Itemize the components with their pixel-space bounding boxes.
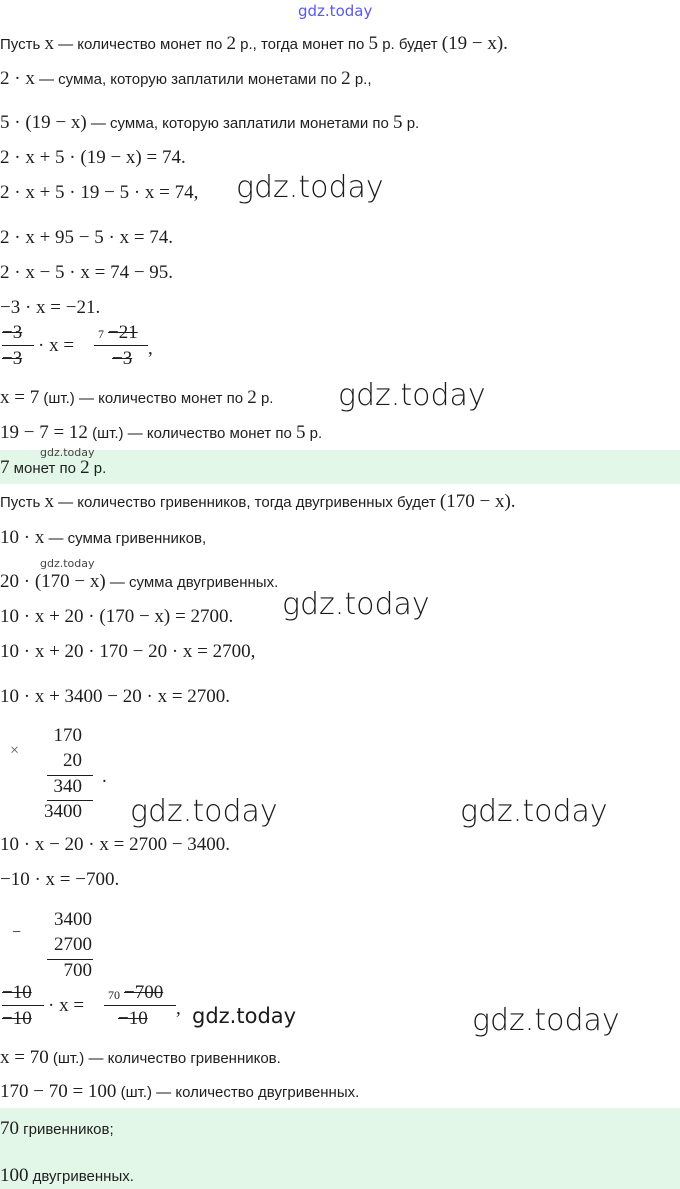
watermark: gdz.today	[236, 170, 384, 205]
subtrahend: 2700	[54, 934, 92, 955]
fraction-left-numerator: −3	[2, 322, 23, 343]
difference: 700	[63, 960, 92, 981]
multiply-sign: ×	[10, 742, 20, 759]
p2-line-7: 10 · x − 20 · x = 2700 − 3400.	[0, 834, 231, 855]
p1-line-4: 2 · x + 5 · (19 − x) = 74.	[0, 147, 186, 168]
p2-line-4: 10 · x + 20 · (170 − x) = 2700.	[0, 606, 234, 627]
minuend: 3400	[54, 909, 92, 930]
minus-sign: −	[12, 924, 22, 941]
fraction-bar	[104, 1005, 176, 1006]
watermark: gdz.today	[282, 587, 430, 622]
p2-line-8: −10 · x = −700.	[0, 869, 120, 890]
p2-line-5: 10 · x + 20 · 170 − 20 · x = 2700,	[0, 641, 256, 662]
p1-line-11: 19 − 7 = 12 (шт.) — количество монет по 5 р.	[0, 422, 323, 443]
watermark: gdz.today	[338, 378, 486, 413]
fraction-comma: ,	[176, 998, 181, 1019]
multiplicand: 170	[53, 725, 82, 746]
p1-line-8: −3 · x = −21.	[0, 297, 101, 318]
p1-line-7: 2 · x − 5 · x = 74 − 95.	[0, 262, 174, 283]
p2-line-3: 20 · (170 − x) — сумма двугривенных.	[0, 571, 279, 592]
fraction-bar	[2, 1005, 44, 1006]
partial-product: 340	[53, 776, 82, 797]
watermark: gdz.today	[460, 794, 608, 829]
p1-line-5: 2 · x + 5 · 19 − 5 · x = 74,	[0, 182, 199, 203]
fraction-bar	[2, 345, 34, 346]
p1-line-6: 2 · x + 95 − 5 · x = 74.	[0, 227, 174, 248]
fraction-cancel-result: 7	[98, 327, 104, 341]
fraction-left-numerator: −10	[2, 982, 32, 1003]
calc-bar	[47, 959, 93, 960]
fraction-bar	[94, 345, 148, 346]
fraction-right-numerator: −700	[124, 982, 164, 1003]
p1-answer: 7 монет по 2 р.	[0, 457, 107, 478]
calc-bar	[47, 775, 93, 776]
watermark: gdz.today	[472, 1003, 620, 1038]
fraction-right-numerator: −21	[108, 322, 138, 343]
p1-line-3: 5 · (19 − x) — сумма, которую заплатили монетами по 5 р.	[0, 112, 420, 133]
p2-line-2: 10 · x — сумма гривенников,	[0, 527, 207, 548]
calc-dot: .	[102, 766, 107, 787]
fraction-cancel-result: 70	[108, 988, 120, 1002]
watermark: gdz.today	[40, 557, 95, 570]
product: 3400	[44, 801, 82, 822]
p1-line-10: x = 7 (шт.) — количество монет по 2 р.	[0, 387, 274, 408]
watermark: gdz.today	[192, 1004, 297, 1028]
fraction-right-denominator: −3	[112, 348, 133, 369]
fraction-left-denominator: −10	[2, 1008, 32, 1029]
multiplier: 20	[63, 750, 82, 771]
watermark-top: gdz.today	[298, 2, 373, 20]
p2-line-10: x = 70 (шт.) — количество гривенников.	[0, 1047, 281, 1068]
p1-line-1: Пусть x — количество монет по 2 р., тогда монет по 5 р. будет (19 − x).	[0, 33, 508, 54]
fraction-comma: ,	[148, 338, 153, 359]
p1-line-2: 2 · x — сумма, которую заплатили монетами по 2 р.,	[0, 68, 372, 89]
calc-bar	[47, 800, 93, 801]
p2-line-1: Пусть x — количество гривенников, тогда двугривенных будет (170 − x).	[0, 491, 516, 512]
p2-answer-1: 70 гривенников;	[0, 1118, 114, 1139]
watermark: gdz.today	[130, 794, 278, 829]
p2-line-6: 10 · x + 3400 − 20 · x = 2700.	[0, 686, 231, 707]
p2-line-11: 170 − 70 = 100 (шт.) — количество двугривенных.	[0, 1081, 360, 1102]
fraction-right-denominator: −10	[118, 1008, 148, 1029]
p2-answer-2: 100 двугривенных.	[0, 1165, 134, 1186]
fraction-left-denominator: −3	[2, 348, 23, 369]
watermark: gdz.today	[40, 446, 95, 459]
fraction-middle: · x =	[38, 335, 75, 356]
fraction-middle: · x =	[48, 995, 85, 1016]
